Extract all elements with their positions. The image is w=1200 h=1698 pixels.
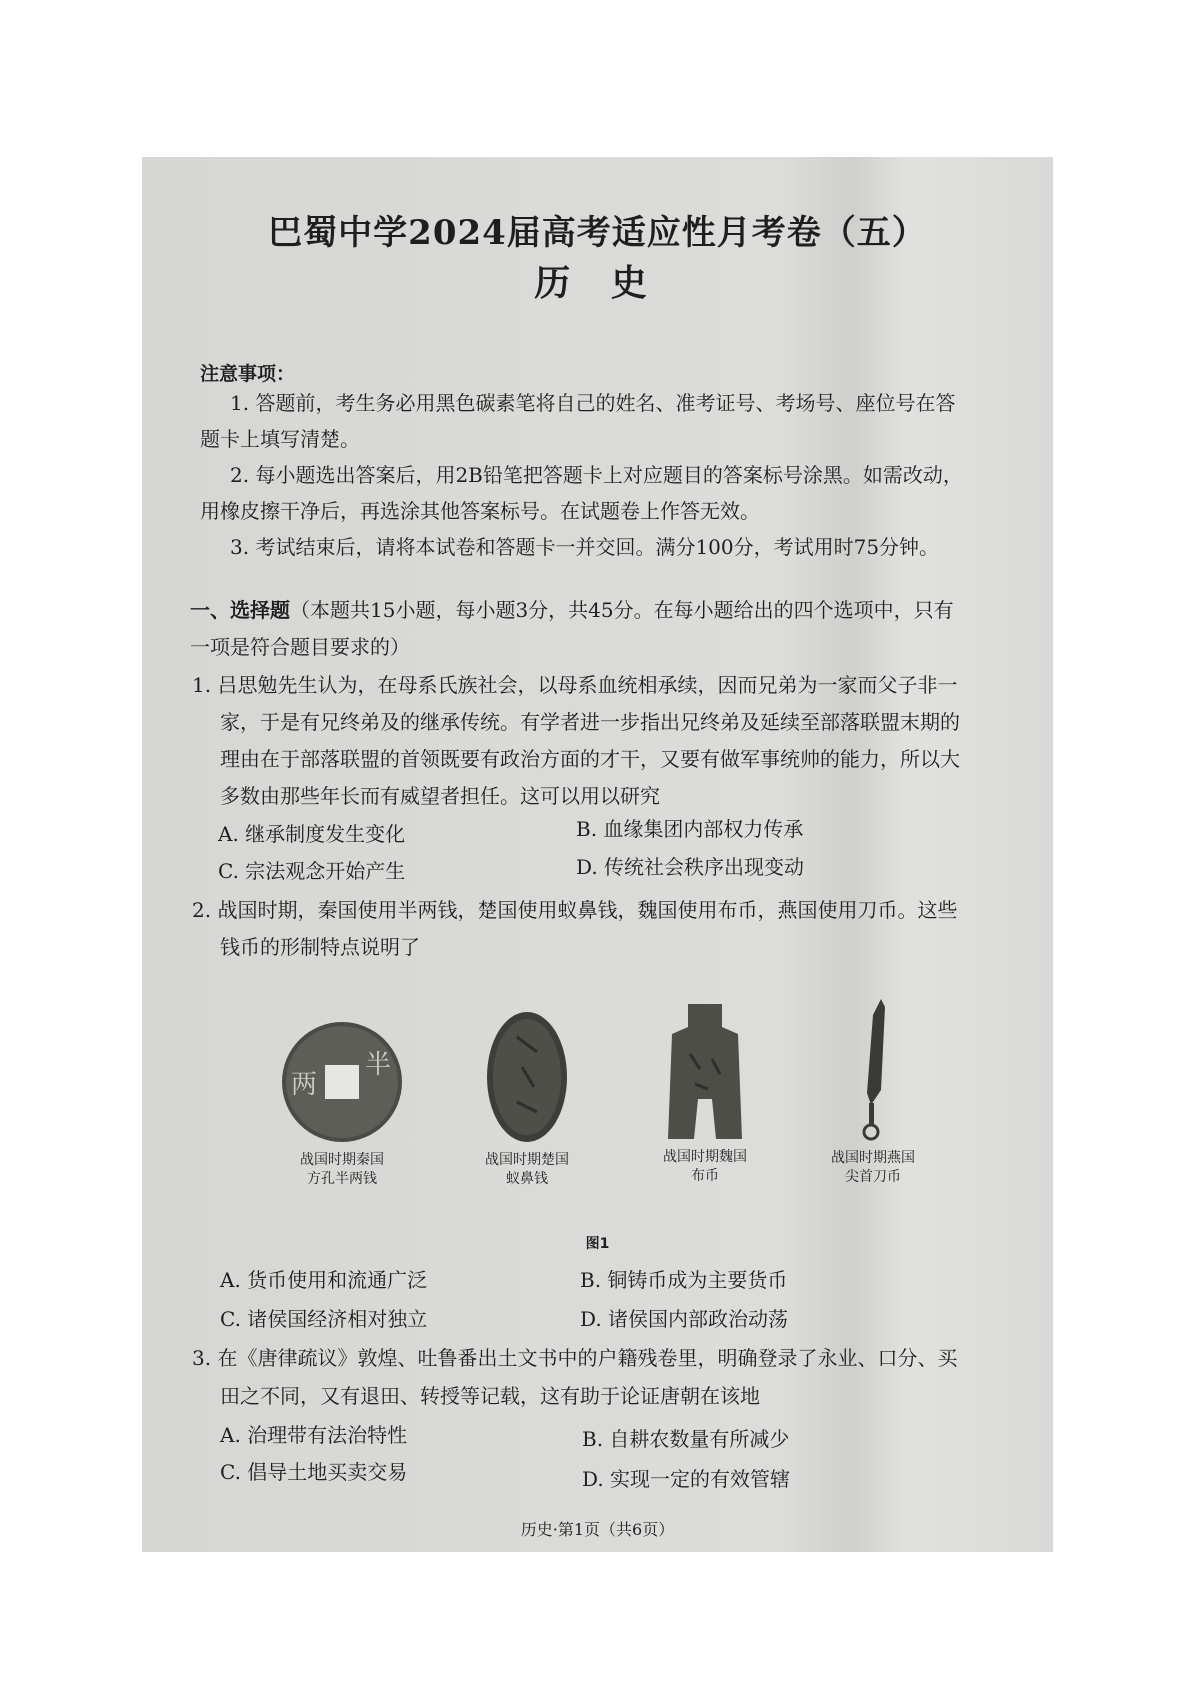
yibi-coin-icon: [472, 1007, 582, 1147]
q3-option-b: B. 自耕农数量有所减少: [582, 1427, 790, 1451]
coin-caption-4a: 战国时期燕国: [831, 1150, 915, 1166]
q1-line-4: 多数由那些年长而有威望者担任。这可以用以研究: [220, 784, 660, 808]
section-heading: 一、选择题: [190, 598, 290, 622]
q1-line-1: 1. 吕思勉先生认为，在母系氏族社会，以母系血统相承续，因而兄弟为一家而父子非一: [192, 673, 958, 697]
daobi-knife-coin-icon: [843, 995, 903, 1145]
coin-glyph-ban: 半: [365, 1050, 392, 1080]
section-desc-2: 一项是符合题目要求的）: [190, 635, 410, 659]
bubi-coin-icon: [650, 999, 760, 1144]
coin-caption-3b: 布币: [691, 1167, 719, 1184]
coin-caption-1b: 方孔半两钱: [307, 1170, 377, 1187]
q1-option-a: A. 继承制度发生变化: [218, 822, 406, 846]
q3-line-2: 田之不同，又有退田、转授等记载，这有助于论证唐朝在该地: [220, 1384, 760, 1408]
q3-line-1: 3. 在《唐律疏议》敦煌、吐鲁番出土文书中的户籍残卷里，明确登录了永业、口分、买: [192, 1346, 958, 1370]
notice-line-3: 2. 每小题选出答案后，用2B铅笔把答题卡上对应题目的答案标号涂黑。如需改动，: [230, 463, 963, 487]
notice-line-5: 3. 考试结束后，请将本试卷和答题卡一并交回。满分100分，考试用时75分钟。: [230, 535, 940, 559]
coin-banliang: [267, 1017, 417, 1189]
notice-line-1: 1. 答题前，考生务必用黑色碳素笔将自己的姓名、准考证号、考场号、座位号在答: [230, 391, 956, 415]
q1-line-3: 理由在于部落联盟的首领既要有政治方面的才干，又要有做军事统帅的能力，所以大: [220, 747, 960, 771]
exam-title: 巴蜀中学2024届高考适应性月考卷（五）: [268, 213, 927, 253]
coin-yibi: [452, 1007, 602, 1189]
notice-line-4: 用橡皮擦干净后，再选涂其他答案标号。在试题卷上作答无效。: [200, 499, 760, 523]
q3-option-c: C. 倡导土地买卖交易: [220, 1460, 408, 1484]
figure-label: 图1: [585, 1236, 610, 1252]
notice-line-2: 题卡上填写清楚。: [200, 427, 360, 451]
q1-option-d: D. 传统社会秩序出现变动: [576, 855, 805, 879]
notice-heading: 注意事项：: [200, 363, 296, 385]
q2-option-d: D. 诸侯国内部政治动荡: [580, 1307, 789, 1331]
coin-bubi: [630, 999, 780, 1186]
q1-option-b: B. 血缘集团内部权力传承: [576, 817, 804, 841]
coin-caption-2a: 战国时期楚国: [485, 1152, 569, 1168]
q1-option-c: C. 宗法观念开始产生: [218, 859, 406, 883]
q3-option-d: D. 实现一定的有效管辖: [582, 1467, 791, 1491]
q2-line-1: 2. 战国时期，秦国使用半两钱，楚国使用蚁鼻钱，魏国使用布币，燕国使用刀币。这些: [192, 898, 958, 922]
q2-option-b: B. 铜铸币成为主要货币: [580, 1268, 788, 1292]
exam-sheet: [142, 157, 1053, 1552]
section-desc-1: （本题共15小题，每小题3分，共45分。在每小题给出的四个选项中，只有: [290, 598, 954, 622]
exam-subject: 历 史: [534, 262, 661, 304]
coin-caption-4b: 尖首刀币: [845, 1168, 901, 1185]
page-footer: 历史·第1页（共6页）: [520, 1520, 675, 1539]
q2-option-c: C. 诸侯国经济相对独立: [220, 1307, 428, 1331]
q1-line-2: 家，于是有兄终弟及的继承传统。有学者进一步指出兄终弟及延续至部落联盟末期的: [220, 710, 960, 734]
q2-option-a: A. 货币使用和流通广泛: [220, 1268, 428, 1292]
coin-glyph-liang: 两: [291, 1070, 318, 1100]
q3-option-a: A. 治理带有法治特性: [220, 1423, 408, 1447]
coin-caption-2b: 蚁鼻钱: [506, 1170, 548, 1187]
coin-daobi: [798, 995, 948, 1187]
coin-caption-1a: 战国时期秦国: [300, 1152, 384, 1168]
coin-caption-3a: 战国时期魏国: [663, 1149, 747, 1165]
section-heading-line: [190, 600, 954, 620]
q2-line-2: 钱币的形制特点说明了: [220, 935, 420, 959]
banliang-coin-icon: [277, 1017, 407, 1147]
coin-figure: [142, 1017, 1053, 1207]
